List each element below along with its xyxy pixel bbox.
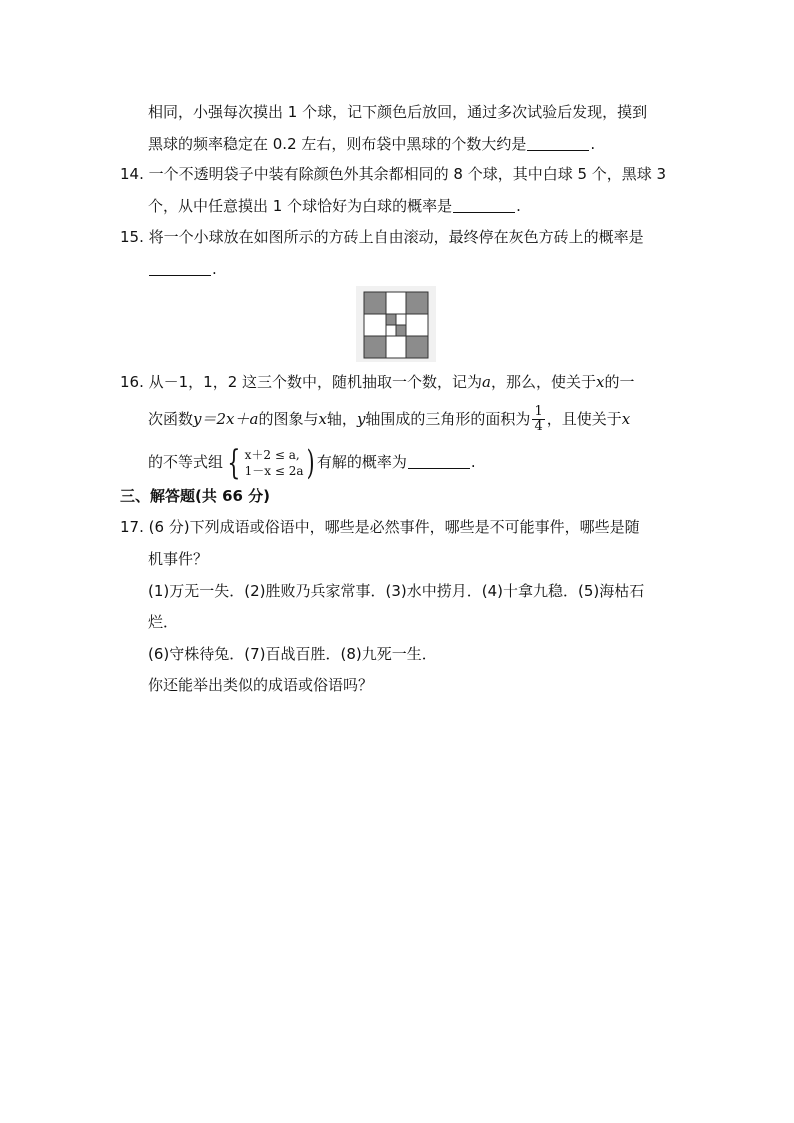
q16-text-d: 次函数 bbox=[148, 410, 194, 428]
q13-period: . bbox=[590, 135, 596, 153]
q16-text-i: 的不等式组 bbox=[148, 453, 224, 471]
q16-y-axis-var: y bbox=[356, 410, 366, 428]
tile-gray-bottom-right bbox=[406, 336, 428, 358]
fraction-denominator: 4 bbox=[534, 419, 543, 434]
tile-gray-top-left bbox=[364, 292, 386, 314]
q13-answer-blank bbox=[527, 134, 589, 151]
q15-tile-figure bbox=[356, 286, 436, 362]
tile-gray-bottom-left bbox=[364, 336, 386, 358]
q13-line-2 bbox=[148, 133, 595, 155]
q16-text-f: 轴， bbox=[326, 410, 357, 428]
fraction-numerator: 1 bbox=[534, 404, 543, 419]
q14-text: 个，从中任意摸出 1 个球恰好为白球的概率是 bbox=[148, 197, 453, 215]
q17-line-4: 烂． bbox=[148, 613, 179, 631]
q16-period: . bbox=[470, 453, 476, 471]
q17-line-5: (6)守株待兔．(7)百战百胜．(8)九死一生． bbox=[148, 645, 437, 663]
q16-inequality-system bbox=[245, 447, 304, 479]
q16-text-e: 的图象与 bbox=[258, 410, 319, 428]
q16-line-1 bbox=[120, 371, 634, 393]
q16-fraction bbox=[532, 405, 544, 434]
q15-answer-blank bbox=[149, 259, 211, 276]
tile-white-top-middle bbox=[386, 292, 406, 314]
q14-line-1: 14. 一个不透明袋子中装有除颜色外其余都相同的 8 个球，其中白球 5 个，黑球 3 bbox=[120, 165, 667, 183]
q15-line-2 bbox=[148, 258, 217, 280]
q13-line-1: 相同，小强每次摸出 1 个球，记下颜色后放回，通过多次试验后发现，摸到 bbox=[148, 103, 648, 121]
q16-text-h: ，且使关于 bbox=[546, 410, 622, 428]
tile-white-bottom-middle bbox=[386, 336, 406, 358]
q14-period: . bbox=[516, 197, 521, 215]
q17-line-3: (1)万无一失．(2)胜败乃兵家常事．(3)水中捞月．(4)十拿九稳．(5)海枯石 bbox=[148, 582, 645, 600]
q16-text-j: 有解的概率为 bbox=[316, 453, 407, 471]
q13-text: 黑球的频率稳定在 0.2 左右，则布袋中黑球的个数大约是 bbox=[148, 135, 527, 153]
inequality-2: 1－x ≤ 2a bbox=[244, 463, 304, 478]
inequality-1: x＋2 ≤ a, bbox=[244, 447, 300, 462]
q16-text-c: 的一 bbox=[604, 373, 635, 391]
q16-x-axis-var: x bbox=[318, 410, 327, 428]
q16-function-equation: y＝2x＋a bbox=[193, 410, 259, 428]
q16-line-3 bbox=[148, 442, 476, 483]
q15-line-1: 15. 将一个小球放在如图所示的方砖上自由滚动，最终停在灰色方砖上的概率是 bbox=[120, 228, 644, 246]
right-paren-icon: ) bbox=[306, 442, 315, 483]
q16-var-x: x bbox=[596, 373, 605, 391]
tile-white-middle-left bbox=[364, 314, 386, 336]
q17-line-1: 17. (6 分)下列成语或俗语中，哪些是必然事件，哪些是不可能事件，哪些是随 bbox=[120, 518, 640, 536]
section-3-heading: 三、解答题(共 66 分) bbox=[120, 487, 271, 505]
tile-gray-top-right bbox=[406, 292, 428, 314]
left-brace-icon: { bbox=[227, 442, 241, 483]
q14-line-2 bbox=[148, 195, 521, 217]
q16-var-x2: x bbox=[621, 410, 631, 428]
tile-white-center-tr bbox=[396, 314, 406, 325]
q16-text-g: 轴围成的三角形的面积为 bbox=[365, 410, 531, 428]
tile-white-middle-right bbox=[406, 314, 428, 336]
q16-text-a: 16. 从－1，1，2 这三个数中，随机抽取一个数，记为 bbox=[120, 373, 483, 391]
q17-line-6: 你还能举出类似的成语或俗语吗？ bbox=[148, 676, 374, 694]
q17-line-2: 机事件？ bbox=[148, 550, 209, 568]
q16-var-a: a bbox=[482, 373, 491, 391]
q15-period: . bbox=[212, 260, 217, 278]
q16-line-2 bbox=[148, 404, 630, 434]
tile-white-center-bl bbox=[386, 325, 396, 336]
tile-gray-center-br bbox=[396, 325, 406, 336]
q16-text-b: ，那么，使关于 bbox=[490, 373, 596, 391]
tile-gray-center-tl bbox=[386, 314, 396, 325]
q14-answer-blank bbox=[453, 196, 515, 213]
q16-answer-blank bbox=[408, 452, 470, 469]
